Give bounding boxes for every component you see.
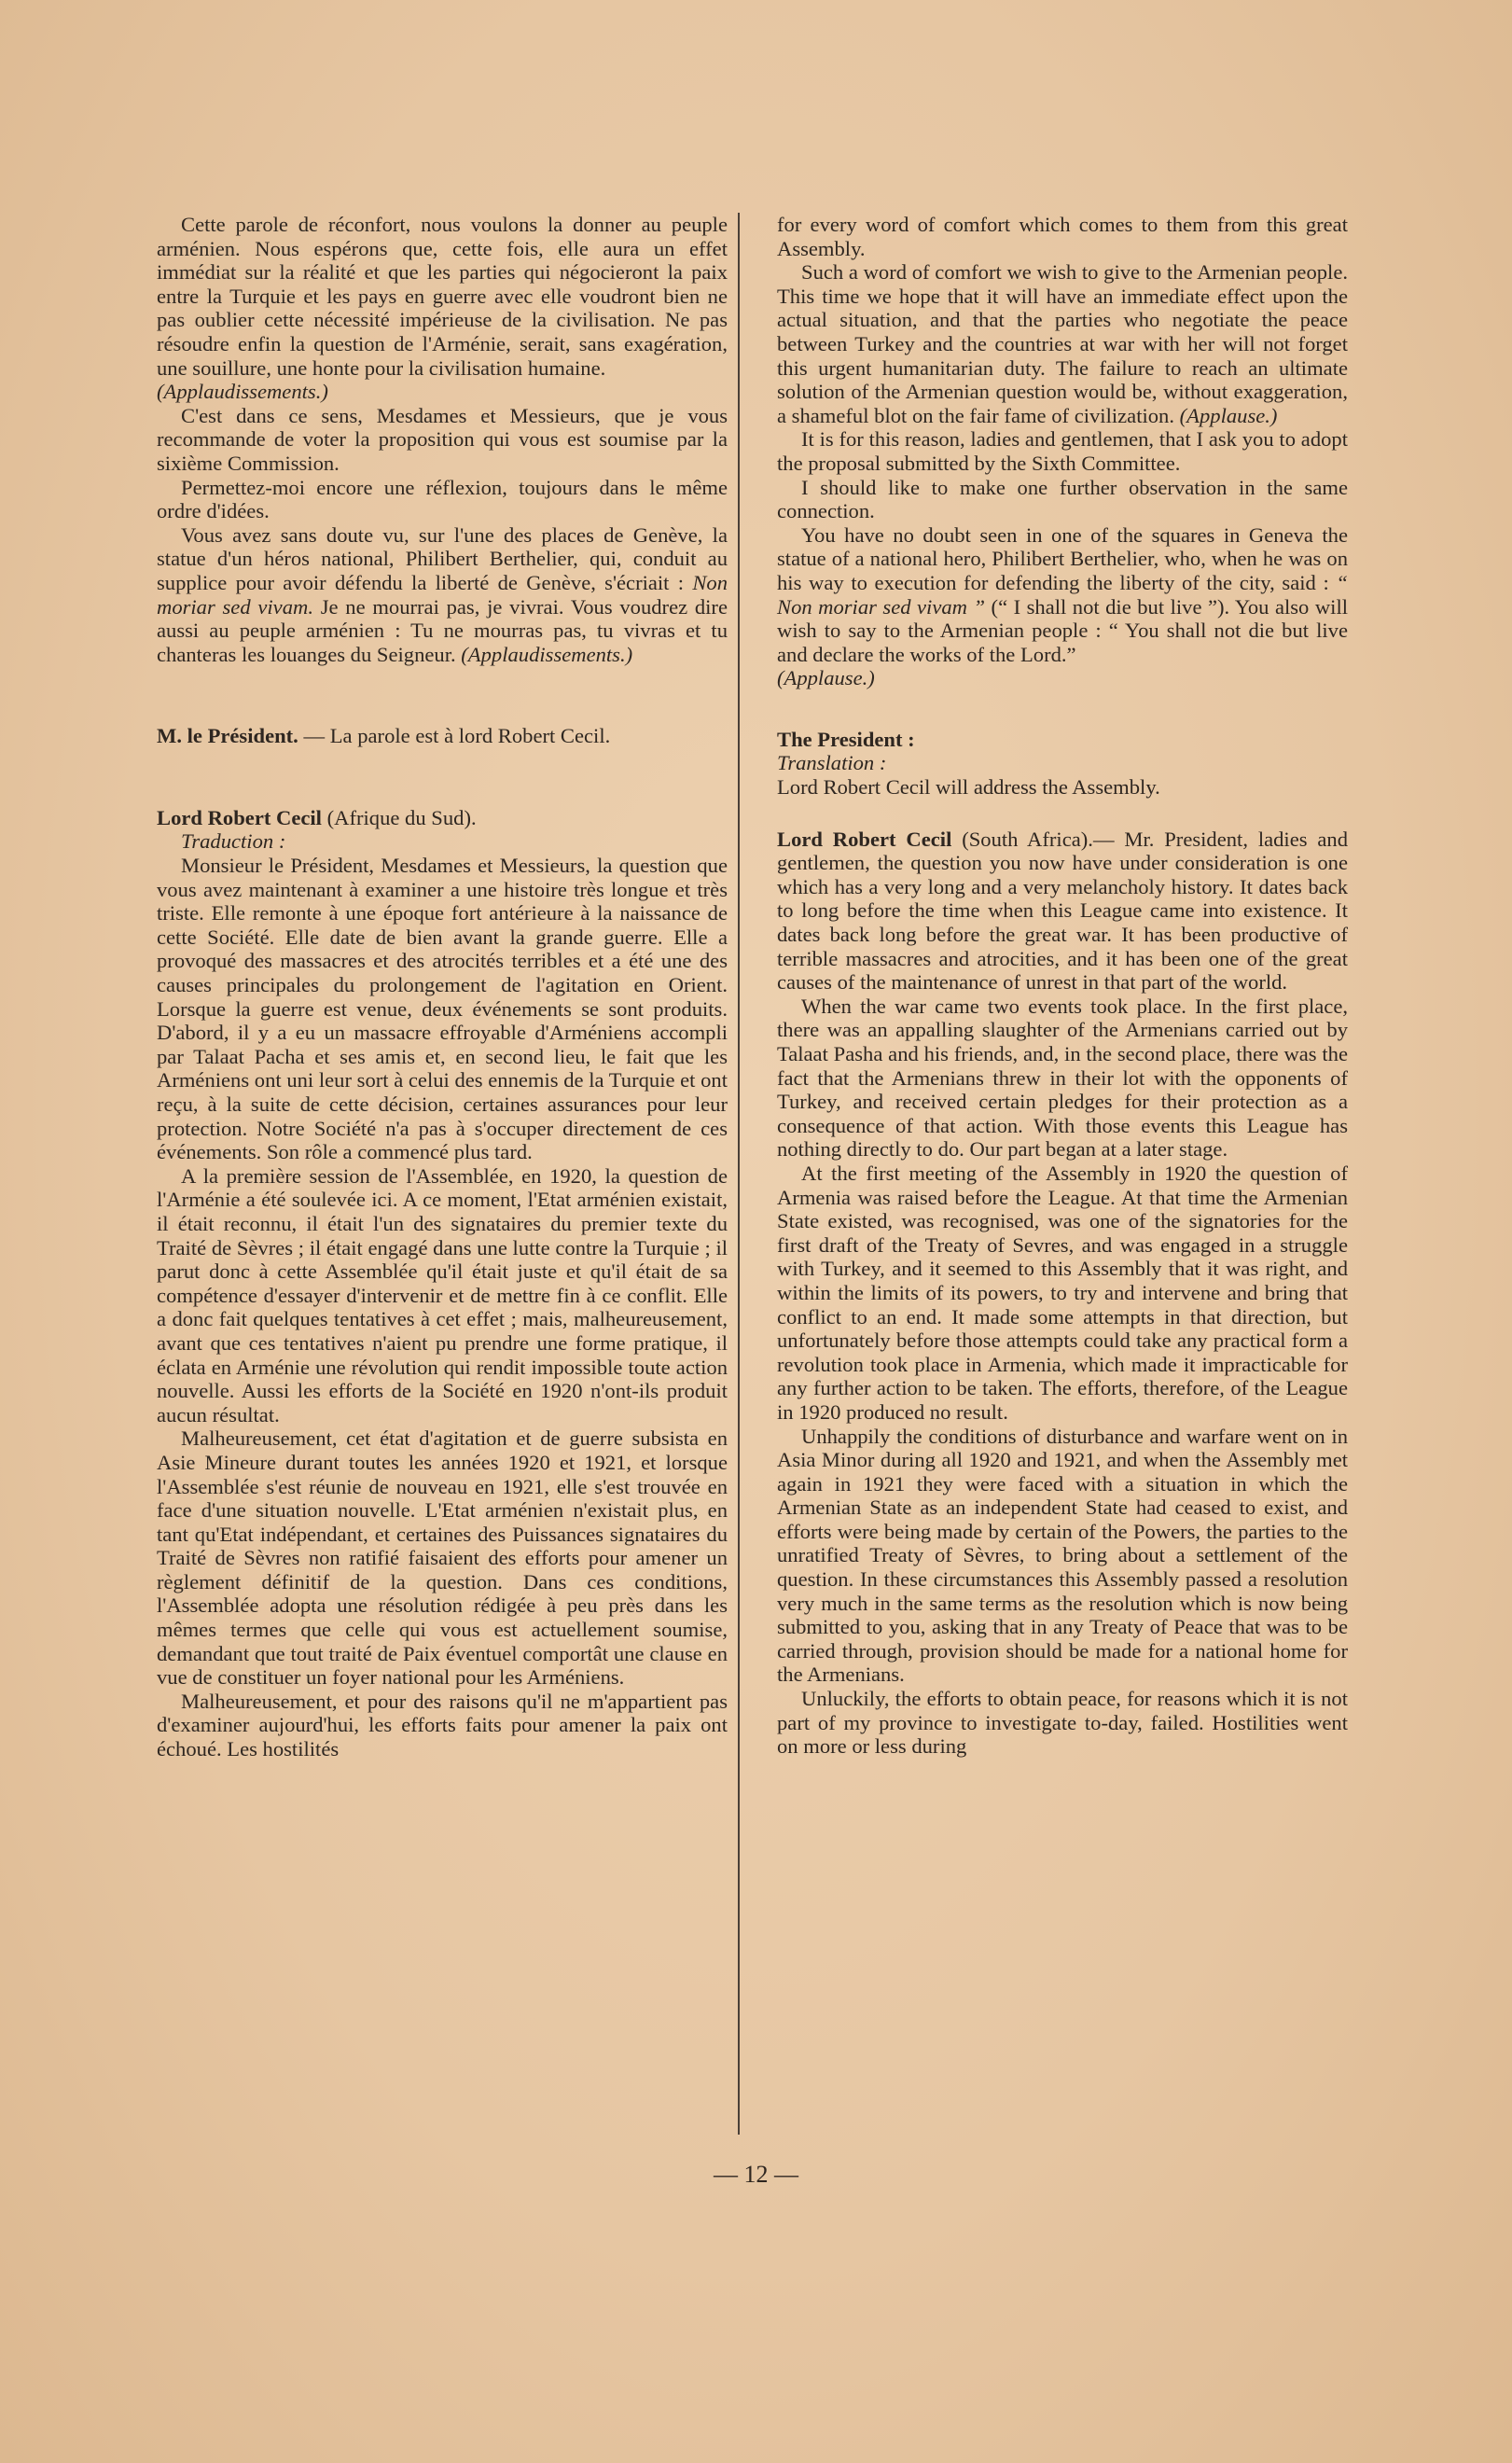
paragraph: C'est dans ce sens, Mesdames et Messieurs, que je vous recommande de voter la proposition qui vous est soumise par la sixième Commission.	[157, 403, 728, 475]
paragraph: Such a word of comfort we wish to give to the Armenian people. This time we hope that it will have an immediate effect upon the actual situation, and that the parties who negotiate the peace between Turkey and the countries at war with her will not forget this urgent humanitarian duty. The failure to reach an ultimate solution of the Armenian question would be, without exaggeration, a shameful blot on the fair fame of civilization. (Applause.)	[777, 260, 1348, 427]
paragraph: Permettez-moi encore une réflexion, toujours dans le même ordre d'idées.	[157, 475, 728, 523]
applause-note: (Applause.)	[777, 666, 875, 690]
page-number: — 12 —	[714, 2161, 798, 2188]
paragraph: You have no doubt seen in one of the squares in Geneva the statue of a national hero, Philibert Berthelier, who, when he was on his way to execution for defending the liberty of the city, said : “ Non moriar sed vivam ” (“ I shall not die but live ”). You also will wish to say to the Armenian people : “ You shall not die but live and declare the works of the Lord.”	[777, 522, 1348, 666]
column-divider	[738, 213, 740, 2135]
latin-quote: Non moriar sed vivam.	[157, 570, 728, 619]
paragraph: Malheureusement, et pour des raisons qu'il ne m'appartient pas d'examiner aujourd'hui, les efforts faits pour amener la paix ont échoué. Les hostilités	[157, 1689, 728, 1761]
paragraph: Vous avez sans doute vu, sur l'une des places de Genève, la statue d'un héros national, Philibert Berthelier, qui, conduit au supplice pour avoir défendu la liberté de Genève, s'écriait : Non moriar sed vivam. Je ne mourrai pas, je vivrai. Vous voudrez dire aussi au peuple arménien : Tu ne mourras pas, tu vivras et tu chanteras les louanges du Seigneur. (Applaudissements.)	[157, 522, 728, 666]
speaker-heading: Lord Robert Cecil	[777, 827, 952, 851]
president-heading: The President :	[777, 727, 915, 751]
president-line: M. le Président. — La parole est à lord Robert Cecil.	[157, 724, 611, 748]
french-column	[157, 213, 728, 1761]
applause-note: (Applause.)	[1179, 403, 1278, 427]
paragraph: It is for this reason, ladies and gentlemen, that I ask you to adopt the proposal submitted by the Sixth Committee.	[777, 427, 1348, 475]
english-column	[777, 213, 1348, 1759]
paragraph: A la première session de l'Assemblée, en 1920, la question de l'Arménie a été soulevée ici. A ce moment, l'Etat arménien existait, il était reconnu, il était l'un des signataires du premier texte du Traité de Sèvres ; il était engagé dans une lutte contre la Turquie ; il parut donc à cette Assemblée qu'il était juste et qu'il était de sa compétence d'essayer d'intervenir et de mettre fin à ce conflit. Elle a donc fait quelques tentatives à cet effet ; mais, malheureusement, avant que ces tentatives n'aient pu prendre une forme pratique, il éclata en Arménie une révolution qui rendit impossible toute action nouvelle. Aussi les efforts de la Société en 1920 n'ont-ils produit aucun résultat.	[157, 1163, 728, 1426]
latin-quote: “ Non moriar sed vivam ”	[777, 570, 1348, 619]
president-line: Lord Robert Cecil will address the Assembly.	[777, 775, 1160, 800]
paragraph: I should like to make one further observation in the same connection.	[777, 475, 1348, 523]
paragraph: When the war came two events took place. In the first place, there was an appalling slaughter of the Armenians carried out by Talaat Pasha and his friends, and, in the second place, there was the fact that the Armenians threw in their lot with the opponents of Turkey, and received certain pledges for their protection as a consequence of that action. With those events this League has nothing directly to do. Our part began at a later stage.	[777, 994, 1348, 1162]
paragraph: Unhappily the conditions of disturbance and warfare went on in Asia Minor during all 1920 and 1921, and when the Assembly met again in 1921 they were faced with a situation in which the Armenian State as an independent State had ceased to exist, and efforts were being made by certain of the Powers, the parties to the unratified Treaty of Sèvres, to bring about a settlement of the question. In these circumstances this Assembly passed a resolution very much in the same terms as the resolution which is now being submitted to you, asking that in any Treaty of Peace that was to be carried through, provision should be made for a national home for the Armenians.	[777, 1424, 1348, 1687]
translation-label: Traduction :	[181, 829, 286, 854]
translation-label: Translation :	[777, 751, 887, 775]
applause-note: (Applaudissements.)	[461, 642, 633, 666]
paragraph: Cette parole de réconfort, nous voulons la donner au peuple arménien. Nous espérons que, cette fois, elle aura un effet immédiat sur la réalité et que les parties qui négocieront la paix entre la Turquie et les pays en guerre avec elle voudront bien ne pas oublier cette nécessité impérieuse de la civilisation. Ne pas résoudre enfin la question de l'Arménie, serait, sans exagération, une souillure, une honte pour la civilisation humaine.	[157, 213, 728, 380]
speaker-heading: Lord Robert Cecil (Afrique du Sud).	[157, 805, 477, 829]
paragraph: for every word of comfort which comes to them from this great Assembly.	[777, 213, 1348, 260]
paragraph: Lord Robert Cecil (South Africa).— Mr. President, ladies and gentlemen, the question you now have under consideration is one which has a very long and a very melancholy history. It dates back to long before the time when this League came into existence. It dates back long before the great war. It has been productive of terrible massacres and atrocities, and it has been one of the great causes of the maintenance of unrest in that part of the world.	[777, 827, 1348, 995]
paragraph: Unluckily, the efforts to obtain peace, for reasons which it is not part of my province to investigate to-day, failed. Hostilities went on more or less during	[777, 1687, 1348, 1759]
paragraph: Malheureusement, cet état d'agitation et de guerre subsista en Asie Mineure durant toutes les années 1920 et 1921, et lorsque l'Assemblée s'est réunie de nouveau en 1921, elle s'est trouvée en face d'une situation nouvelle. L'Etat arménien n'existait plus, en tant qu'Etat indépendant, et certaines des Puissances signataires du Traité de Sèvres non ratifié faisaient des efforts pour amener un règlement définitif de la question. Dans ces conditions, l'Assemblée adopta une résolution rédigée à peu près dans les mêmes termes que celle qui vous est actuellement soumise, demandant que tout traité de Paix éventuel comportât une clause en vue de constituer un foyer national pour les Arméniens.	[157, 1426, 728, 1690]
paragraph: At the first meeting of the Assembly in 1920 the question of Armenia was raised before the League. At that time the Armenian State existed, was recognised, was one of the signatories for the first draft of the Treaty of Sevres, and was engaged in a struggle with Turkey, and it seemed to this Assembly that it was right, and within the limits of its powers, to try and intervene and bring that conflict to an end. It made some attempts in that direction, but unfortunately before those attempts could take any practical form a revolution took place in Armenia, which made it impracticable for any further action to be taken. The efforts, therefore, of the League in 1920 produced no result.	[777, 1161, 1348, 1424]
paragraph: Monsieur le Président, Mesdames et Messieurs, la question que vous avez maintenant à examiner a une histoire très longue et très triste. Elle remonte à une époque fort antérieure à la naissance de cette Société. Elle date de bien avant la grande guerre. Elle a provoqué des massacres et des atrocités terribles et a été une des causes principales du prolongement de l'agitation en Orient. Lorsque la guerre est venue, deux événements se sont produits. D'abord, il y a eu un massacre effroyable d'Arméniens accompli par Talaat Pacha et ses amis et, en second lieu, le fait que les Arméniens ont uni leur sort à celui des ennemis de la Turquie et ont reçu, à la suite de cette décision, certaines assurances pour leur protection. Notre Société n'a pas à s'occuper directement de ces événements. Son rôle a commencé plus tard.	[157, 854, 728, 1164]
applause-note: (Applaudissements.)	[157, 380, 328, 404]
